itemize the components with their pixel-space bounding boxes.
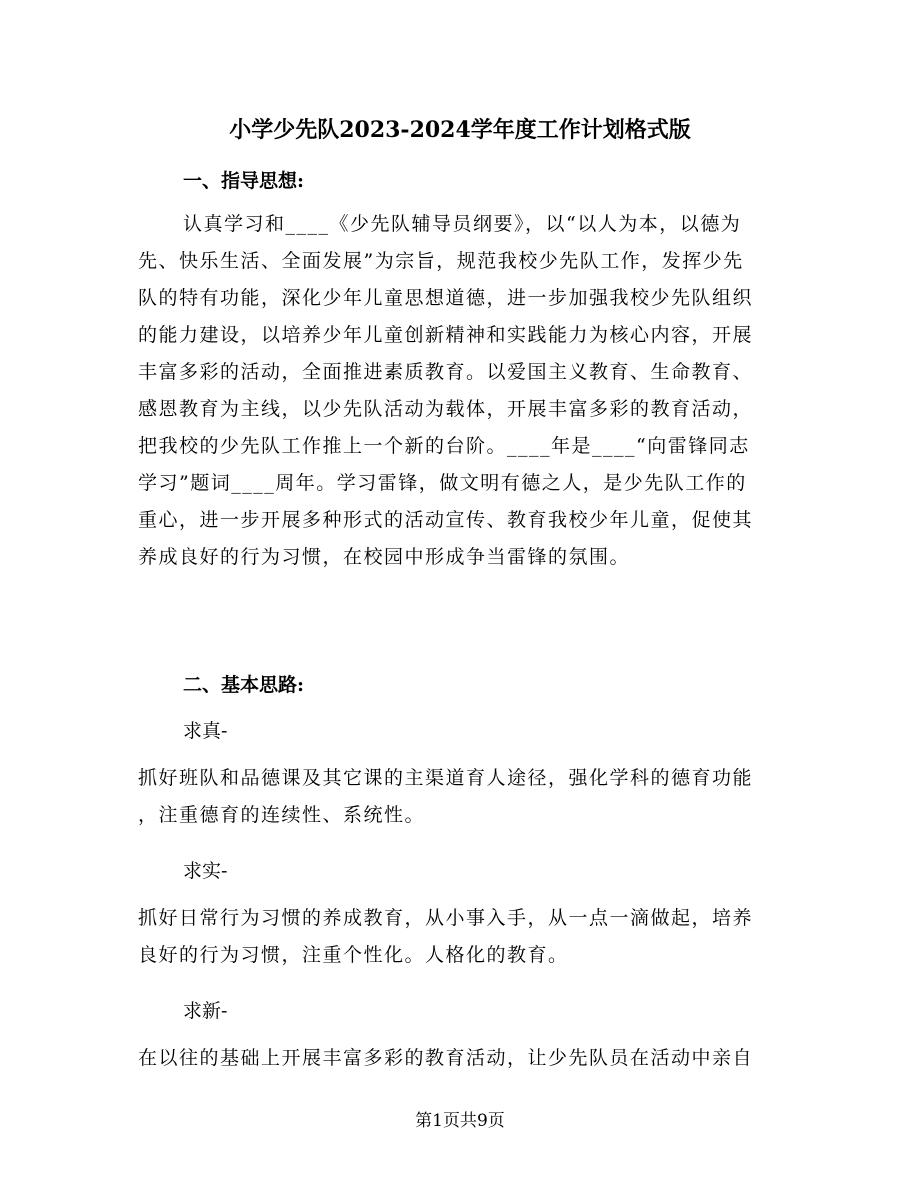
paragraph-line: 重心，进一步开展多种形式的活动宣传、教育我校少年儿童，促使其 [138, 509, 754, 531]
paragraph-line: ，注重德育的连续性、系统性。 [138, 804, 426, 826]
item-paragraph-seek-reality [138, 900, 778, 974]
item-paragraph-seek-truth [138, 760, 778, 834]
paragraph-line: 先、快乐生活、全面发展”为宗旨，规范我校少先队工作，发挥少先 [138, 250, 744, 272]
paragraph-line: 抓好日常行为习惯的养成教育，从小事入手，从一点一滴做起，培养 [138, 907, 754, 929]
document-title: 小学少先队2023-2024学年度工作计划格式版 [229, 117, 691, 143]
section-heading-basic-approach: 二、基本思路: [183, 674, 305, 696]
page-number-footer: 第1页共9页 [415, 1111, 505, 1131]
item-paragraph-seek-innovation [138, 1040, 778, 1077]
paragraph-line: 把我校的少先队工作推上一个新的台阶。____年是____“向雷锋同志 [138, 435, 750, 457]
paragraph-line: 的能力建设，以培养少年儿童创新精神和实践能力为核心内容，开展 [138, 324, 754, 346]
section-heading-guiding-ideology: 一、指导思想: [183, 170, 305, 192]
item-label-seek-reality: 求实- [183, 860, 228, 882]
paragraph-line: 抓好班队和品德课及其它课的主渠道育人途径，强化学科的德育功能 [138, 767, 754, 789]
paragraph-line: 在以往的基础上开展丰富多彩的教育活动，让少先队员在活动中亲自 [138, 1047, 754, 1069]
paragraph-line: 丰富多彩的活动，全面推进素质教育。以爱国主义教育、生命教育、 [138, 361, 754, 383]
paragraph-line: 学习”题词____周年。学习雷锋，做文明有德之人，是少先队工作的 [138, 472, 747, 494]
paragraph-line: 队的特有功能，深化少年儿童思想道德，进一步加强我校少先队组织 [138, 287, 754, 309]
paragraph-line: 养成良好的行为习惯，在校园中形成争当雷锋的氛围。 [138, 546, 631, 568]
section1-paragraph [138, 206, 778, 576]
paragraph-line: 良好的行为习惯，注重个性化。人格化的教育。 [138, 944, 569, 966]
paragraph-line: 认真学习和____《少先队辅导员纲要》，以“以人为本，以德为 [183, 213, 742, 235]
item-label-seek-innovation: 求新- [183, 1000, 228, 1022]
paragraph-line: 感恩教育为主线，以少先队活动为载体，开展丰富多彩的教育活动， [138, 398, 754, 420]
item-label-seek-truth: 求真- [183, 720, 228, 742]
